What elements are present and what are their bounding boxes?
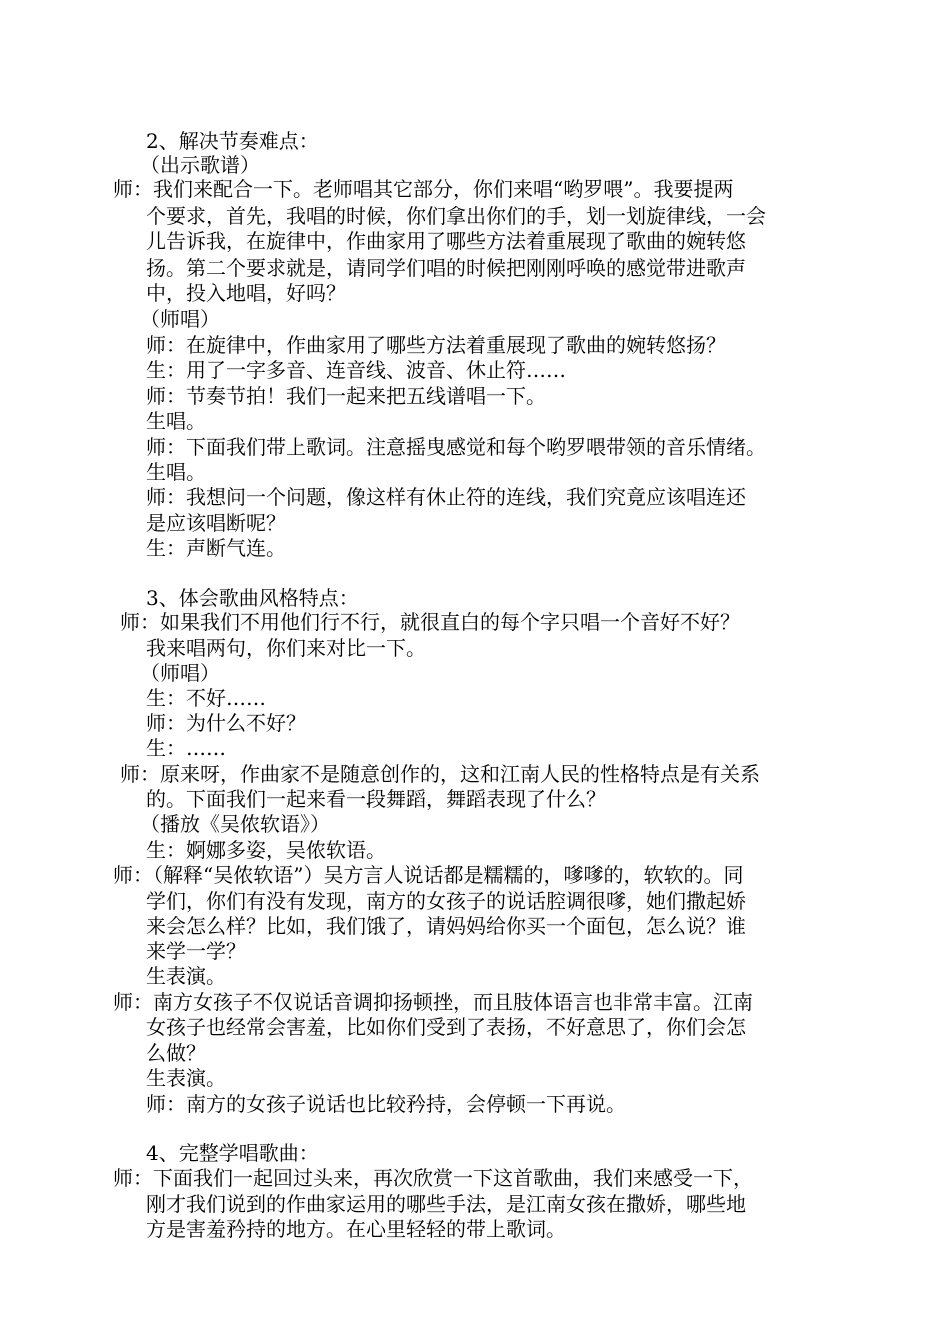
teacher-line: 师：在旋律中，作曲家用了哪些方法着重展现了歌曲的婉转悠扬？ [146, 333, 726, 357]
student-line: 生表演。 [146, 1066, 226, 1090]
text-line: 中，投入地唱，好吗？ [146, 281, 346, 305]
text-line: 个要求，首先，我唱的时候，你们拿出你们的手，划一划旋律线，一会 [146, 204, 766, 228]
text-line: 来会怎么样？比如，我们饿了，请妈妈给你买一个面包，怎么说？谁 [146, 914, 746, 938]
teacher-line: 师：南方的女孩子说话也比较矜持，会停顿一下再说。 [146, 1092, 626, 1116]
teacher-line: 师：南方女孩子不仅说话音调抑扬顿挫，而且肢体语言也非常丰富。江南 [113, 990, 753, 1014]
text-line: 来学一学？ [146, 939, 246, 963]
text-line: 么做？ [146, 1041, 206, 1065]
section-heading-full-song: 4、完整学唱歌曲： [146, 1141, 319, 1165]
student-line: 生表演。 [146, 964, 226, 988]
student-line: 生：用了一字多音、连音线、波音、休止符…… [146, 358, 566, 382]
stage-direction: （师唱） [140, 661, 220, 685]
text-line: 女孩子也经常会害羞，比如你们受到了表扬，不好意思了，你们会怎 [146, 1015, 746, 1039]
teacher-line: 师：为什么不好？ [146, 711, 306, 735]
text-line: 是应该唱断呢？ [146, 511, 286, 535]
student-line: 生唱。 [146, 409, 206, 433]
text-line: 学们，你们有没有发现，南方的女孩子的说话腔调很嗲，她们撒起娇 [146, 889, 746, 913]
teacher-line: 师：原来呀，作曲家不是随意创作的，这和江南人民的性格特点是有关系 [120, 762, 760, 786]
text-line: 刚才我们说到的作曲家运用的哪些手法，是江南女孩在撒娇，哪些地 [146, 1192, 746, 1216]
text-line: 的。下面我们一起来看一段舞蹈，舞蹈表现了什么？ [146, 787, 606, 811]
teacher-line: 师：我们来配合一下。老师唱其它部分，你们来唱“哟罗喂”。我要提两 [113, 177, 734, 201]
teacher-line: 师：节奏节拍！我们一起来把五线谱唱一下。 [146, 384, 546, 408]
text-line: 方是害羞矜持的地方。在心里轻轻的带上歌词。 [146, 1217, 566, 1241]
student-line: 生：不好…… [146, 686, 266, 710]
stage-direction: （师唱） [140, 307, 220, 331]
text-line: 儿告诉我，在旋律中，作曲家用了哪些方法着重展现了歌曲的婉转悠 [146, 229, 746, 253]
student-line: 生：婀娜多姿，吴侬软语。 [146, 838, 386, 862]
teacher-line: 师：（解释“吴侬软语”）吴方言人说话都是糯糯的，嗲嗲的，软软的。同 [113, 863, 744, 887]
student-line: 生唱。 [146, 460, 206, 484]
text-line: 我来唱两句，你们来对比一下。 [146, 636, 426, 660]
section-heading-style: 3、体会歌曲风格特点： [146, 586, 359, 610]
student-line: 生：…… [146, 736, 226, 760]
stage-direction: （播放《吴侬软语》） [140, 812, 330, 836]
stage-direction: （出示歌谱） [140, 153, 260, 177]
teacher-line: 师：下面我们带上歌词。注意摇曳感觉和每个哟罗喂带领的音乐情绪。 [146, 435, 766, 459]
text-line: 扬。第二个要求就是，请同学们唱的时候把刚刚呼唤的感觉带进歌声 [146, 256, 746, 280]
teacher-line: 师：我想问一个问题，像这样有休止符的连线，我们究竟应该唱连还 [146, 485, 746, 509]
teacher-line: 师：如果我们不用他们行不行，就很直白的每个字只唱一个音好不好？ [120, 610, 740, 634]
student-line: 生：声断气连。 [146, 536, 286, 560]
section-heading-rhythm: 2、解决节奏难点： [146, 129, 319, 153]
teacher-line: 师：下面我们一起回过头来，再次欣赏一下这首歌曲，我们来感受一下， [113, 1166, 753, 1190]
